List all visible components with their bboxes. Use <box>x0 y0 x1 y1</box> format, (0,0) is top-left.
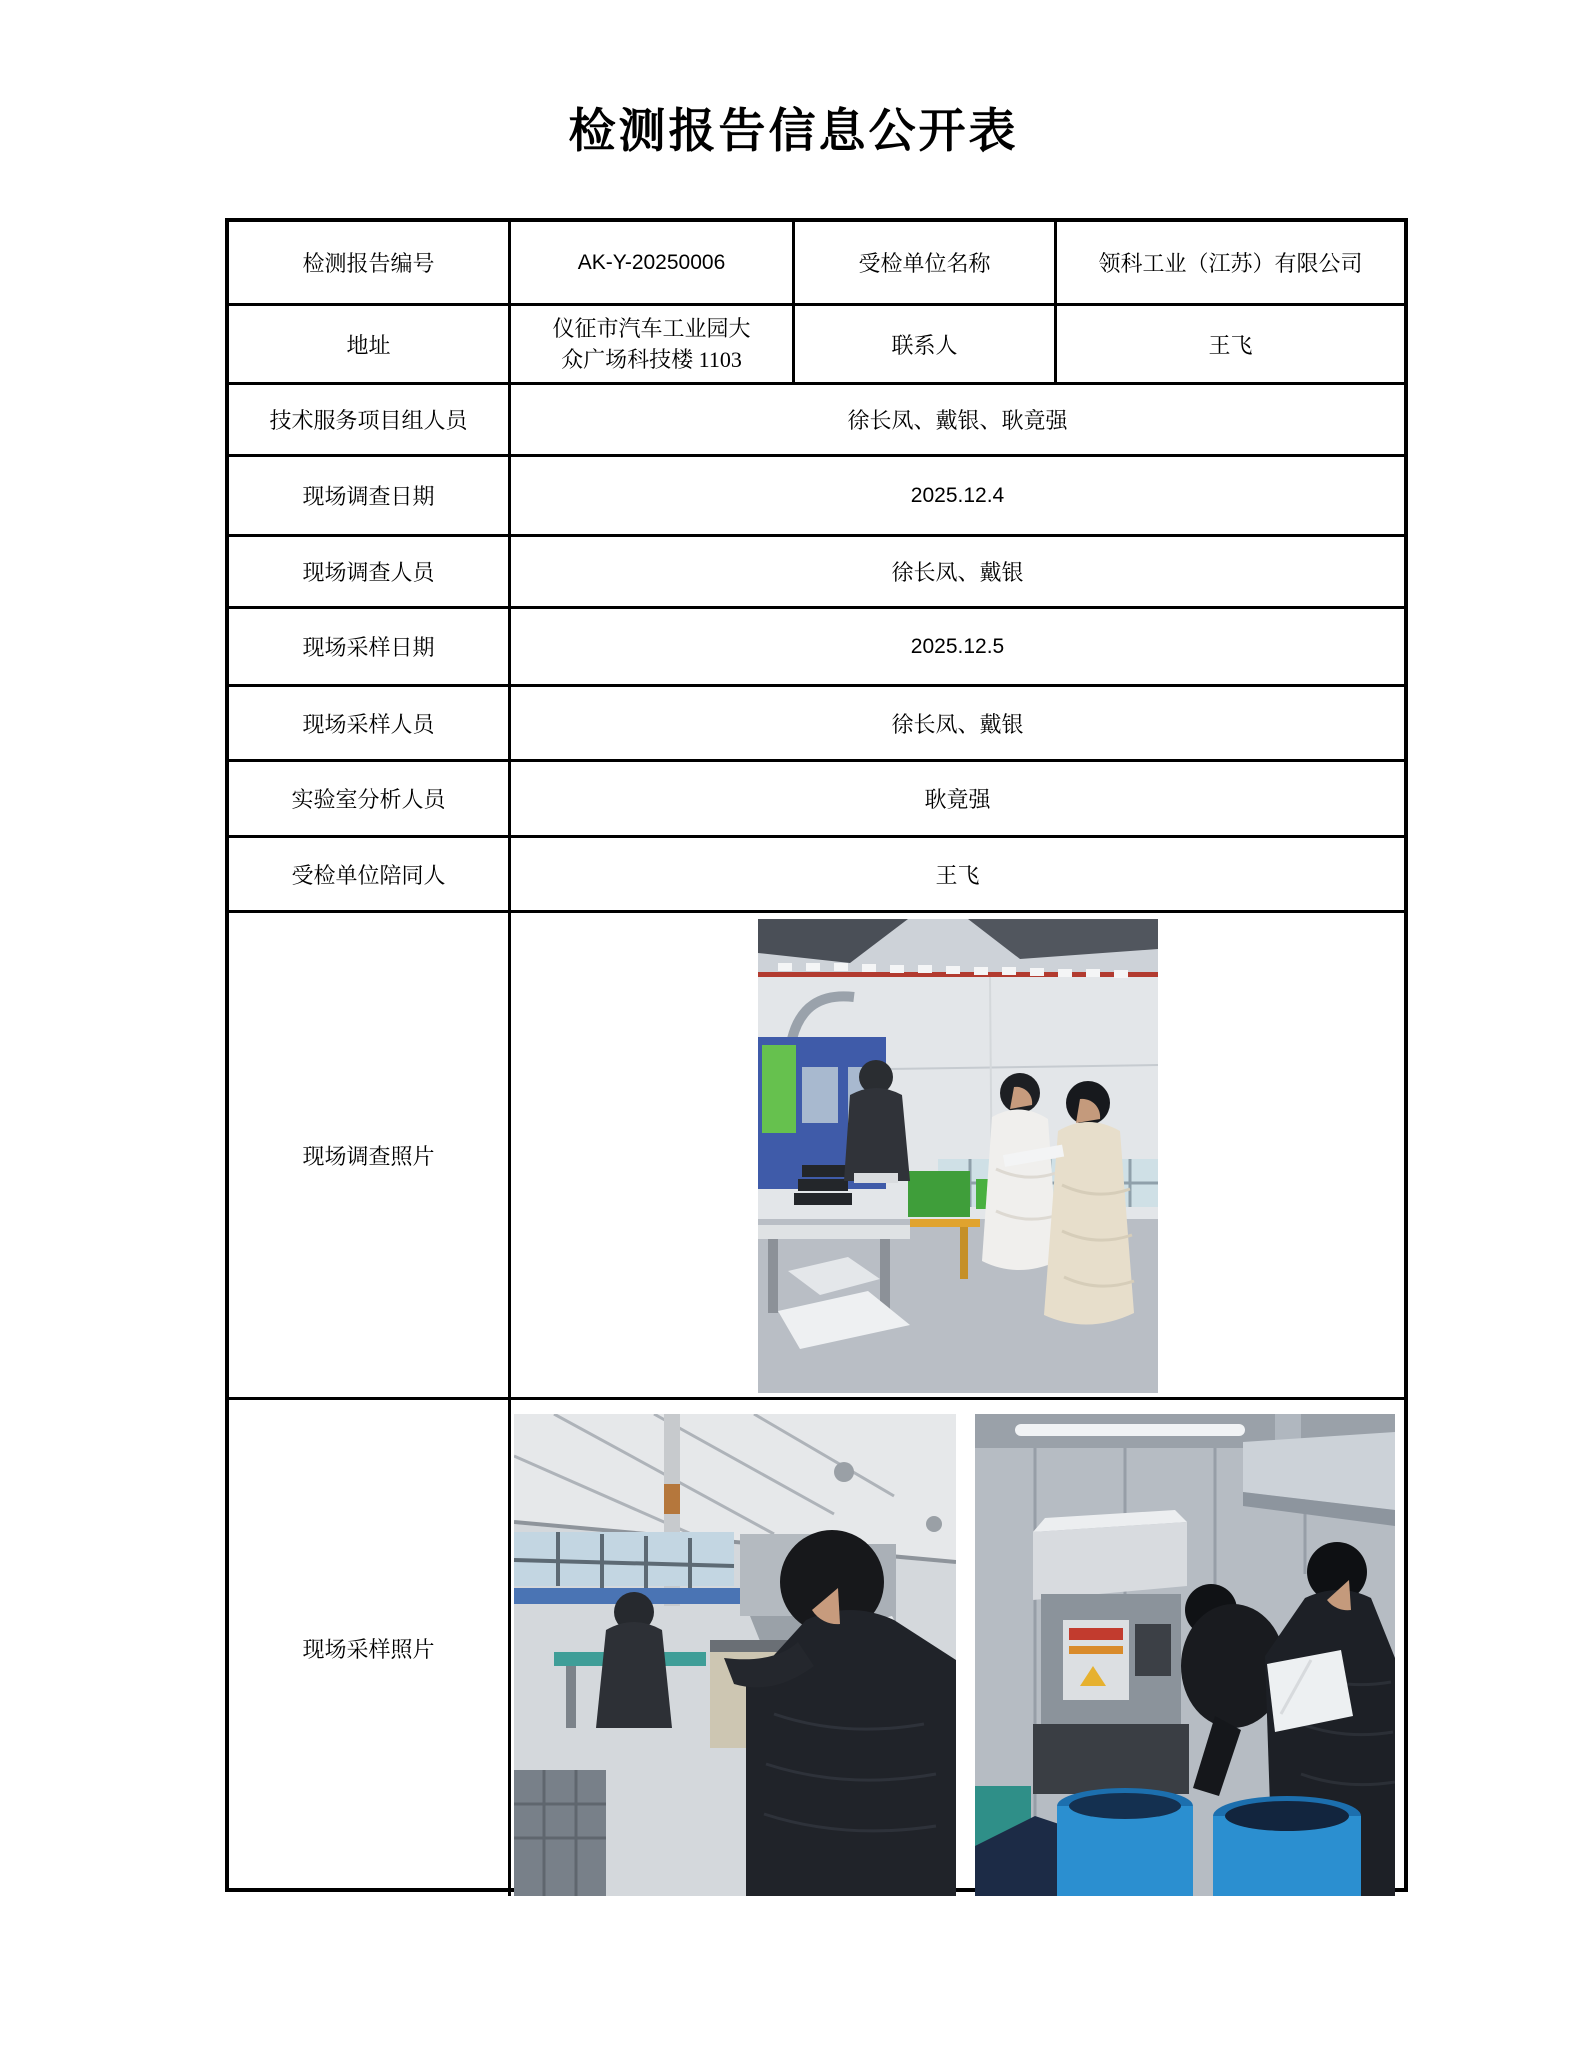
table-row <box>229 457 1404 537</box>
contact-value: 王飞 <box>1208 332 1253 358</box>
survey-photo-cell <box>511 913 1404 1397</box>
page-title: 检测报告信息公开表 <box>568 106 1019 158</box>
survey-staff-label: 现场调查人员 <box>229 537 511 606</box>
table-row <box>229 1400 1404 1896</box>
sampling-staff-value: 徐长凤、戴银 <box>891 711 1024 737</box>
address-line-2: 众广场科技楼 1103 <box>561 347 742 372</box>
unit-name-value: 领科工业（江苏）有限公司 <box>1098 251 1363 276</box>
table-row <box>229 609 1404 687</box>
contact-label: 联系人 <box>795 306 1057 382</box>
table-row <box>229 913 1404 1400</box>
table-row <box>229 306 1404 385</box>
table-row <box>229 537 1404 609</box>
accompanying-person-label: 受检单位陪同人 <box>229 838 511 910</box>
unit-name-label: 受检单位名称 <box>795 222 1057 303</box>
sampling-staff-label: 现场采样人员 <box>229 687 511 759</box>
project-team-label: 技术服务项目组人员 <box>229 385 511 454</box>
lab-analyst-label: 实验室分析人员 <box>229 762 511 835</box>
sampling-photo-cell <box>511 1400 1404 1896</box>
report-no-value: AK-Y-20250006 <box>511 222 795 303</box>
survey-date-value: 2025.12.4 <box>910 483 1005 507</box>
table-row <box>229 762 1404 838</box>
sampling-photo-label: 现场采样照片 <box>229 1400 511 1896</box>
address-value <box>511 306 795 382</box>
lab-analyst-value: 耿竟强 <box>924 787 991 812</box>
survey-photo-label: 现场调查照片 <box>229 913 511 1397</box>
accompanying-person-value: 王飞 <box>935 862 980 888</box>
sampling-date-label: 现场采样日期 <box>229 609 511 684</box>
survey-staff-value: 徐长凤、戴银 <box>891 560 1024 585</box>
survey-photo <box>758 919 1158 1393</box>
sampling-date-value: 2025.12.5 <box>910 634 1005 658</box>
sampling-photo-left <box>514 1414 956 1896</box>
report-no-label: 检测报告编号 <box>229 222 511 303</box>
table-row <box>229 687 1404 762</box>
address-label: 地址 <box>229 306 511 382</box>
table-row <box>229 838 1404 913</box>
project-team-value: 徐长凤、戴银、耿竟强 <box>847 408 1068 433</box>
report-info-table <box>225 218 1408 1892</box>
sampling-photo-right <box>975 1414 1395 1896</box>
table-row <box>229 222 1404 306</box>
table-row <box>229 385 1404 457</box>
address-line-1: 仪征市汽车工业园大 <box>552 316 751 341</box>
survey-date-label: 现场调查日期 <box>229 457 511 534</box>
